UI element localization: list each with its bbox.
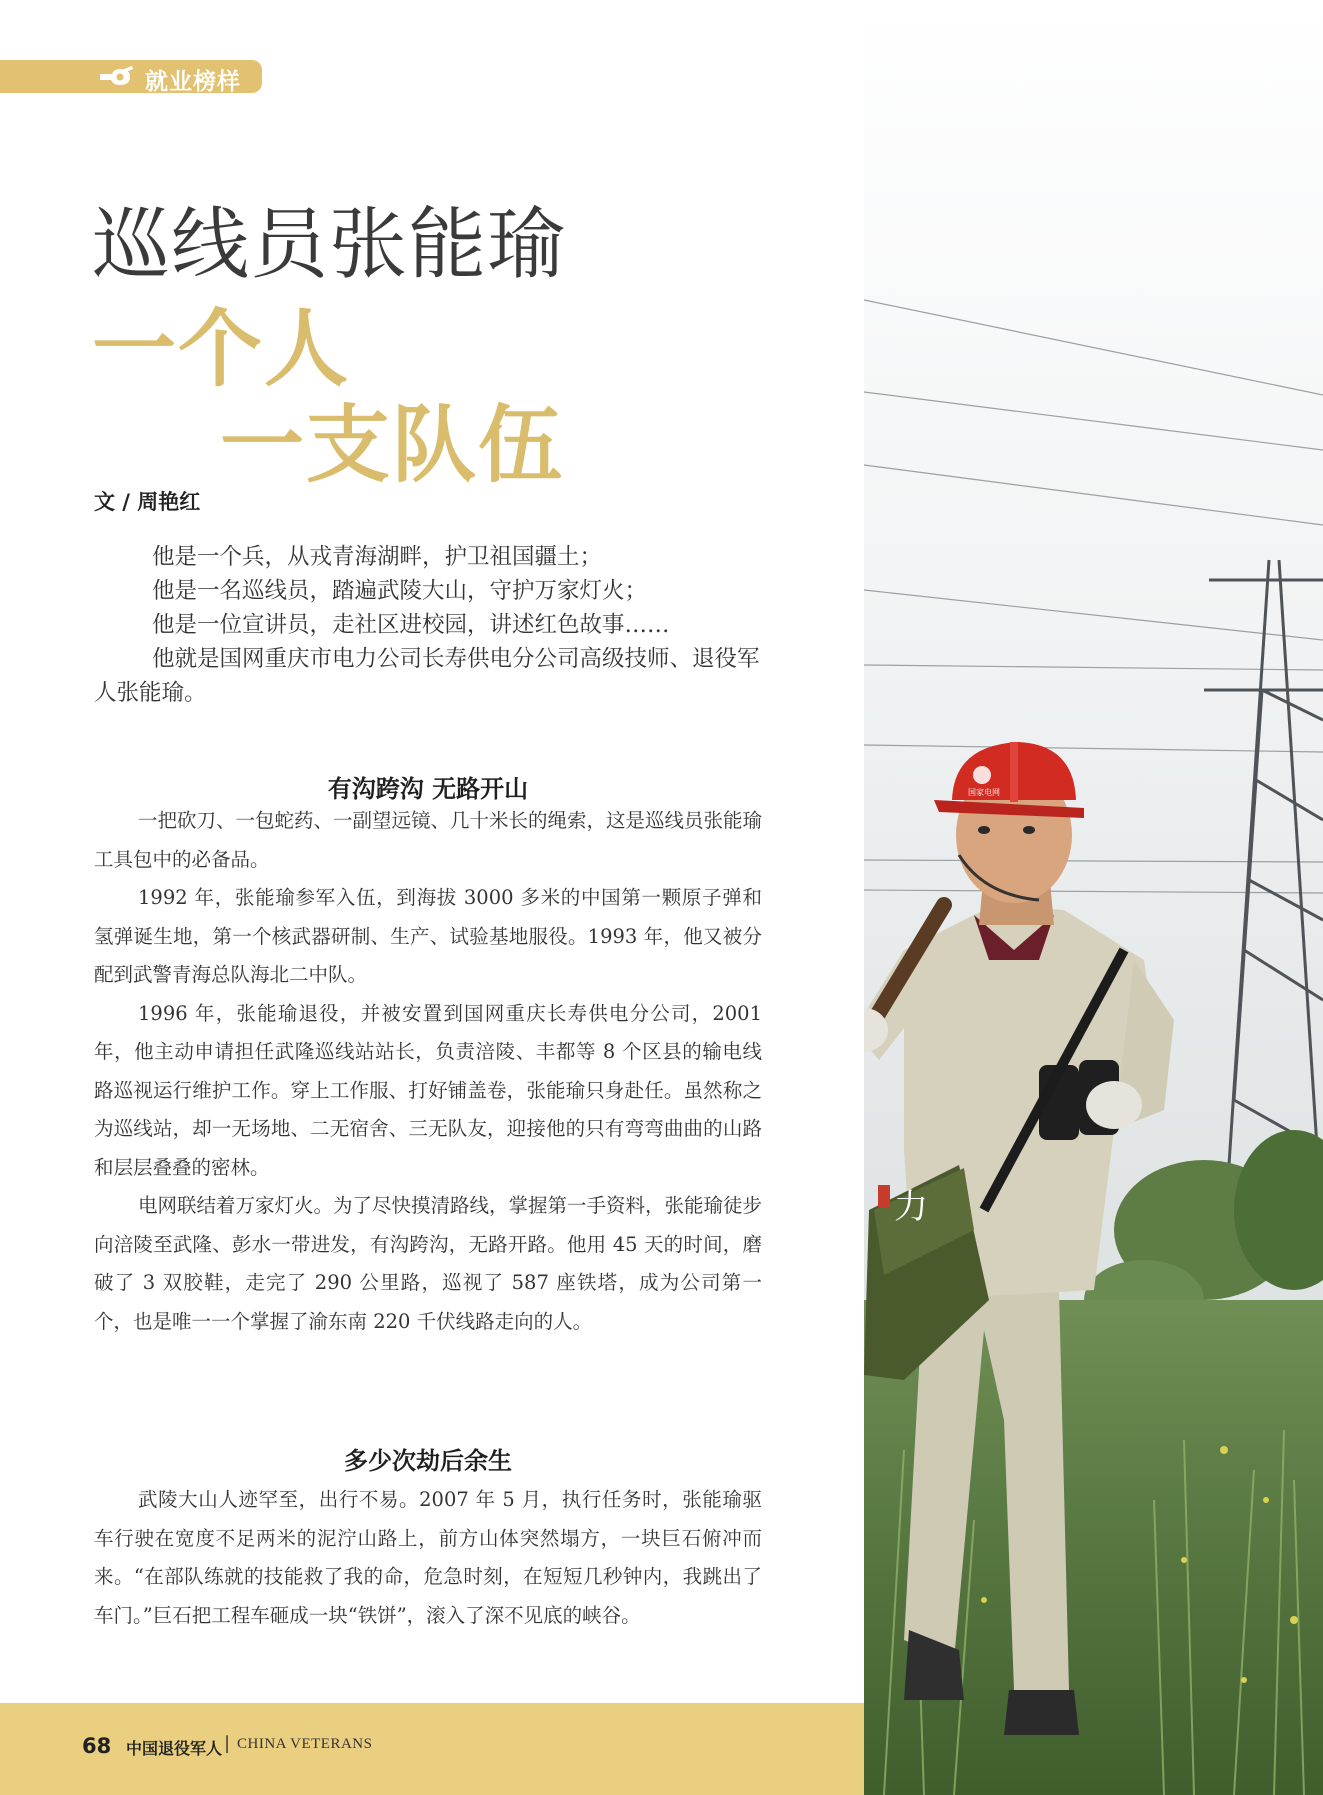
article-subtitle-line-2: 一支队伍	[220, 396, 565, 494]
whistle-icon	[98, 66, 134, 88]
intro-line: 他就是国网重庆市电力公司长寿供电分公司高级技师、退役军人张能瑜。	[94, 646, 760, 706]
section-heading: 有沟跨沟 无路开山	[327, 775, 529, 803]
section-body	[94, 802, 762, 1341]
article-subtitle-line-1: 一个人	[92, 300, 351, 398]
byline: 文 / 周艳红	[94, 490, 201, 514]
magazine-separator: |	[224, 1733, 231, 1754]
bag-text: 力	[894, 1187, 928, 1227]
article-title: 巡线员张能瑜	[92, 200, 567, 290]
lineman-photo	[864, 0, 1323, 1795]
page-number: 68	[82, 1734, 112, 1758]
helmet-logo-text: 国家电网	[968, 788, 1000, 797]
intro-block	[94, 540, 774, 710]
section-tag-label: 就业榜样	[145, 69, 241, 95]
magazine-name-cn: 中国退役军人	[126, 1739, 223, 1758]
intro-line: 他是一名巡线员，踏遍武陵大山，守护万家灯火；	[152, 578, 648, 604]
magazine-name-en: CHINA VETERANS	[237, 1736, 373, 1752]
section-tag	[0, 60, 262, 93]
intro-line: 他是一位宣讲员，走社区进校园，讲述红色故事……	[152, 612, 670, 638]
intro-line: 他是一个兵，从戎青海湖畔，护卫祖国疆土；	[152, 544, 603, 570]
paragraph: 电网联结着万家灯火。为了尽快摸清路线，掌握第一手资料，张能瑜徒步向涪陵至武隆、彭水一带进发，有沟跨沟，无路开路。他用 45 天的时间，磨破了 3 双胶鞋，走完了 290 公里路，巡视了 587 座铁塔，成为公司第一个，也是唯一一个掌握了渝东南 220 千伏线路走向的人。	[94, 1194, 763, 1333]
paragraph: 1992 年，张能瑜参军入伍，到海拔 3000 多米的中国第一颗原子弹和氢弹诞生地，第一个核武器研制、生产、试验基地服役。1993 年，他又被分配到武警青海总队海北二中队。	[94, 886, 762, 986]
paragraph: 武陵大山人迹罕至，出行不易。2007 年 5 月，执行任务时，张能瑜驱车行驶在宽度不足两米的泥泞山路上，前方山体突然塌方，一块巨石俯冲而来。“在部队练就的技能救了我的命，危急时刻，在短短几秒钟内，我跳出了车门。”巨石把工程车砸成一块“铁饼”，滚入了深不见底的峡谷。	[94, 1488, 762, 1627]
paragraph: 1996 年，张能瑜退役，并被安置到国网重庆长寿供电分公司，2001 年，他主动申请担任武隆巡线站站长，负责涪陵、丰都等 8 个区县的输电线路巡视运行维护工作。穿上工作服、打好铺盖卷，张能瑜只身赴任。虽然称之为巡线站，却一无场地、二无宿舍、三无队友，迎接他的只有弯弯曲曲的山路和层层叠叠的密林。	[94, 1001, 762, 1179]
section-body	[94, 1481, 762, 1635]
section-heading: 多少次劫后余生	[344, 1447, 512, 1475]
paragraph: 一把砍刀、一包蛇药、一副望远镜、几十米长的绳索，这是巡线员张能瑜工具包中的必备品。	[94, 809, 763, 871]
